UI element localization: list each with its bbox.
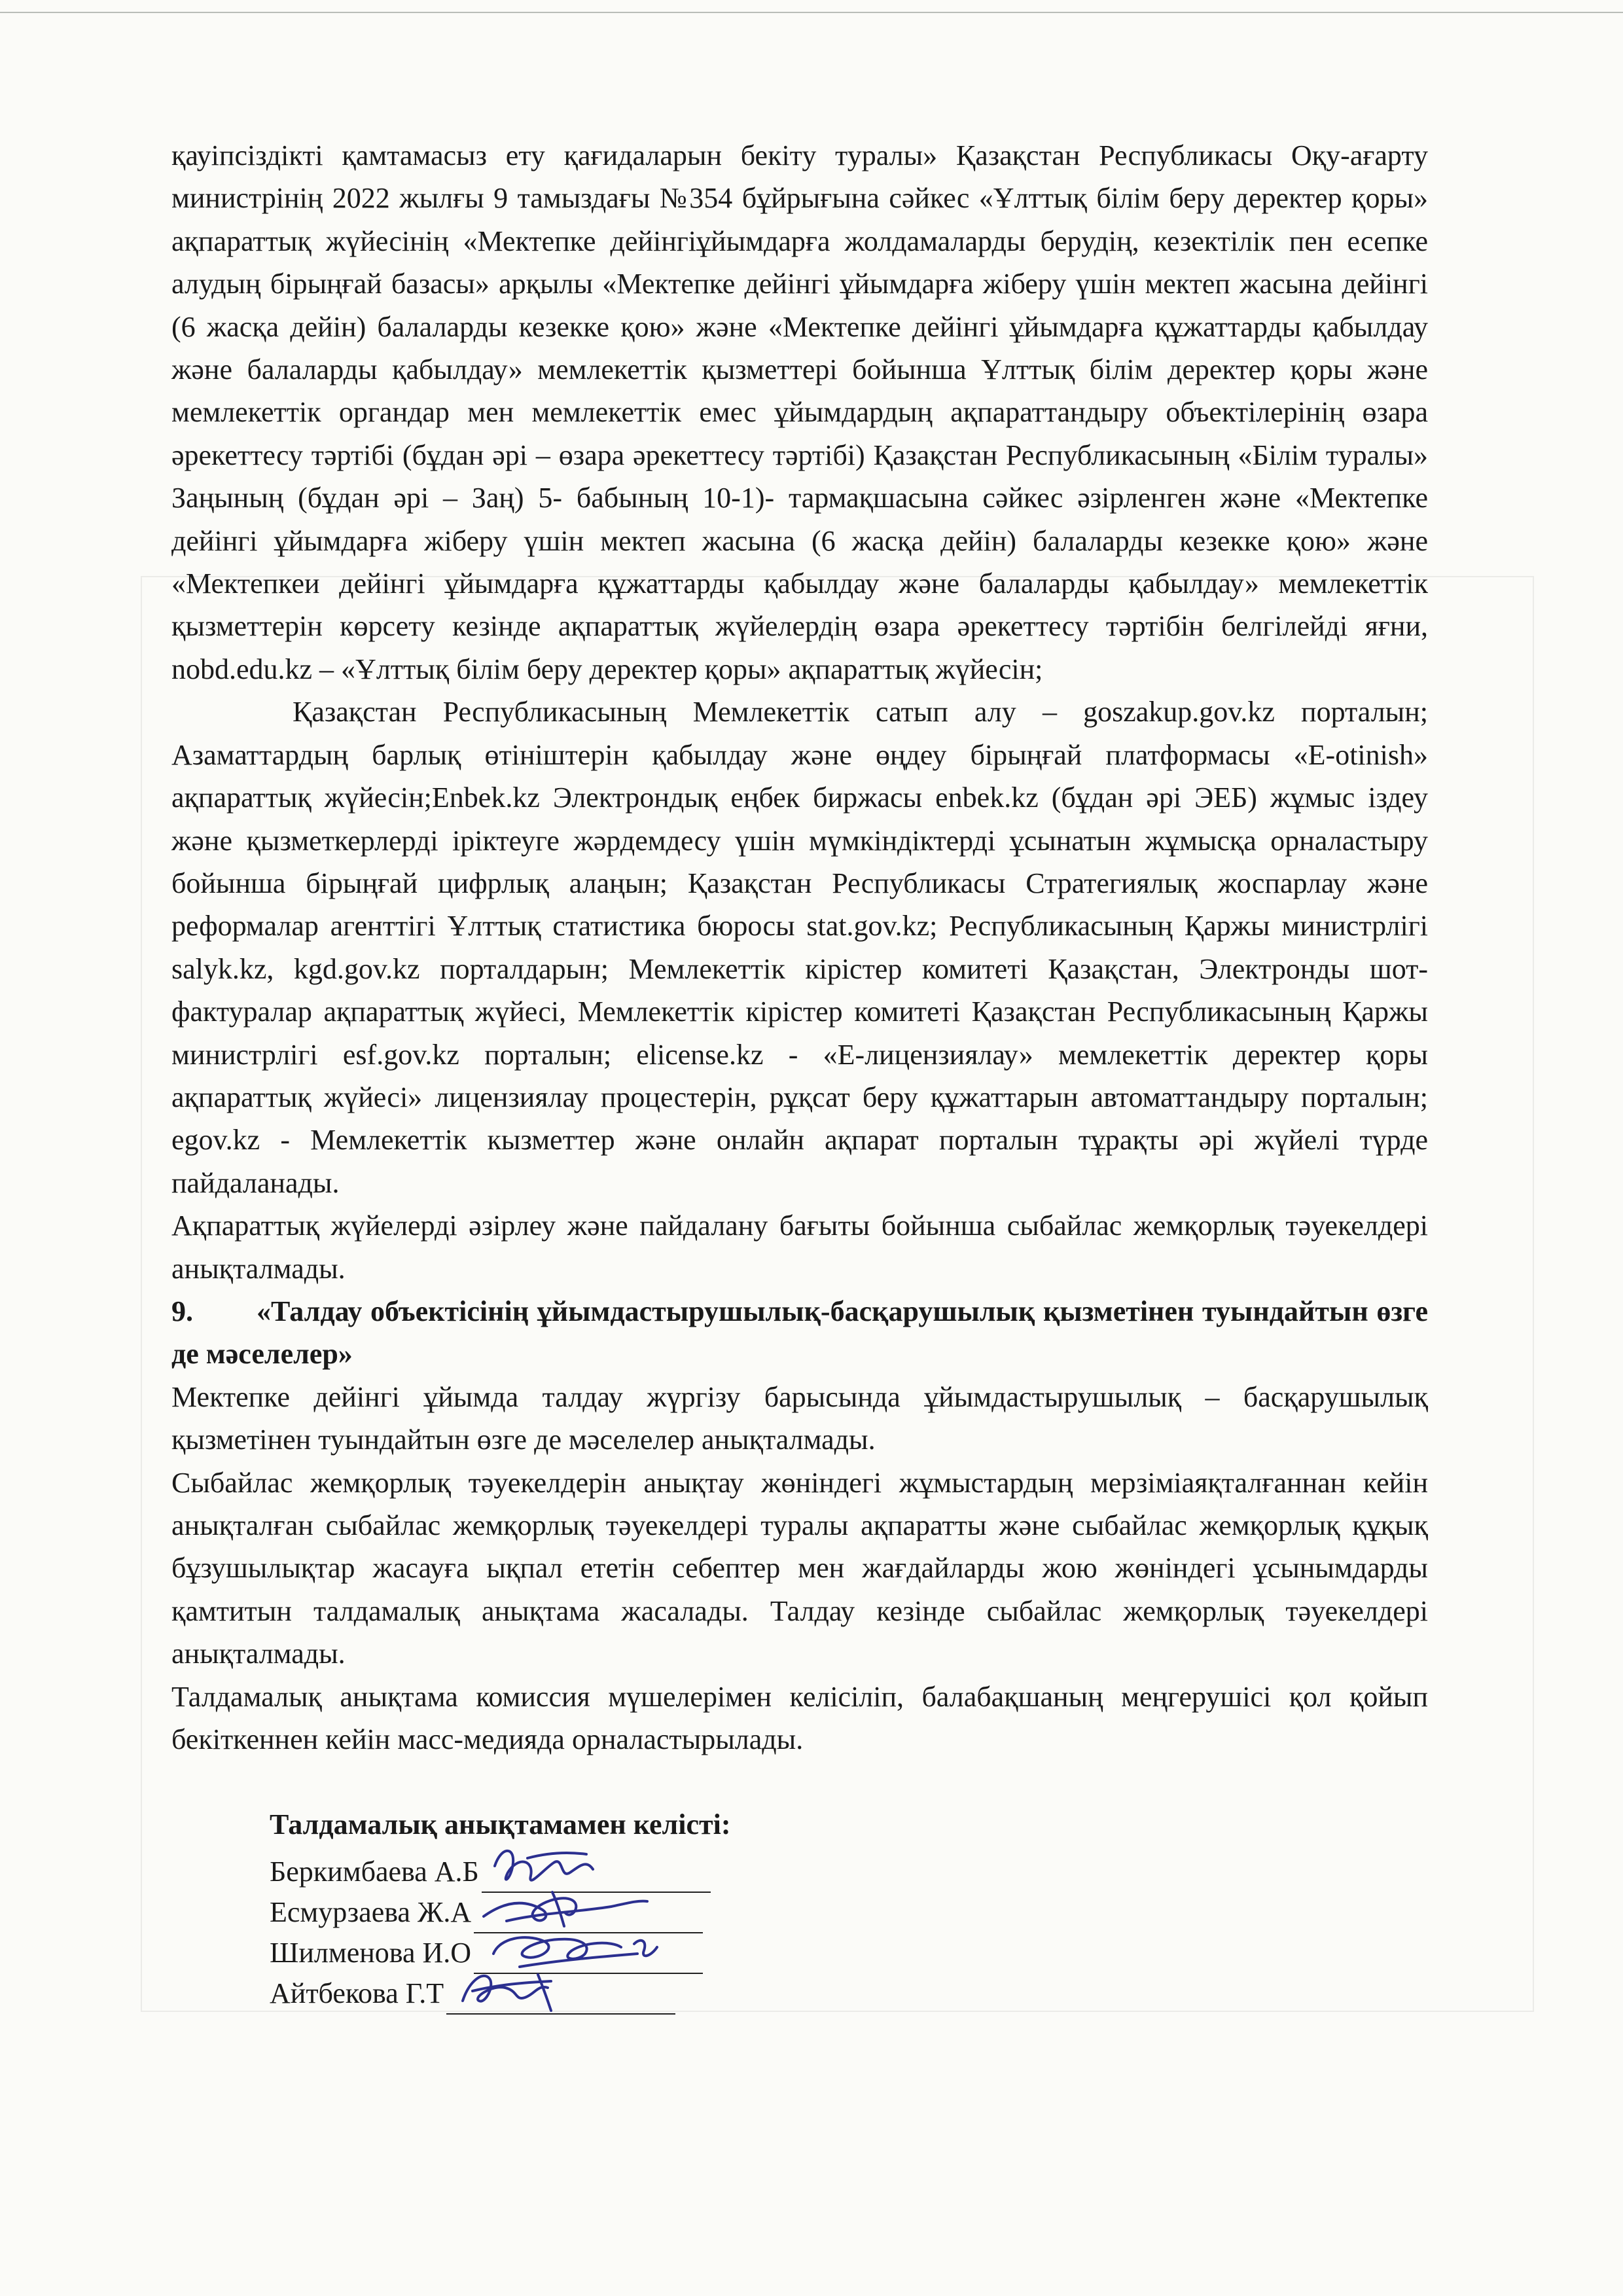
signatory-name: Айтбекова Г.Т <box>270 1977 444 2009</box>
handwritten-signature <box>453 1962 669 2020</box>
paragraph-risk-conclusion: Ақпараттық жүйелерді әзірлеу және пайдалану бағыты бойынша сыбайлас жемқорлық тәуекелдері анықталмады. <box>171 1210 1428 1285</box>
signatory-name: Беркимбаева А.Б <box>270 1856 479 1888</box>
scan-edge-line <box>0 12 1623 13</box>
document-body <box>171 134 1428 1761</box>
paragraph-analytical-report: Сыбайлас жемқорлық тәуекелдерін анықтау жөніндегі жұмыстардың мерзіміаяқталғаннан кейін анықталған сыбайлас жемқорлық тәуекелдері туралы ақпаратты және сыбайлас жемқорлық құқық бұзушылықтар жасауға ықпал ететін себептер мен жағдайларды жою жөніндегі ұсынымдарды қамтитын талдамалық анықтама жасалады. Талдау кезінде сыбайлас жемқорлық тәуекелдері анықталмады. <box>171 1466 1428 1670</box>
paragraph-publication: Талдамалық анықтама комиссия мүшелерімен келісіліп, балабақшаның меңгерушісі қол қойып бекіткеннен кейін масс-медияда орналастырылады. <box>171 1680 1428 1756</box>
approval-block <box>171 1803 730 2015</box>
signature-line <box>446 1977 675 2015</box>
section-heading <box>171 1290 1428 1376</box>
paragraph-portals: Қазақстан Республикасының Мемлекеттік сатып алу – goszakup.gov.kz порталын; Азаматтардың барлық өтініштерін қабылдау және өңдеу бірыңғай платформасы «E-otinish» ақпараттық жүйесін;Enbek.kz Электрондық еңбек биржасы enbek.kz (бұдан әрі ЭЕБ) жұмыс іздеу және қызметкерлерді іріктеуге жәрдемдесу үшін мүмкіндіктерді ұсынатын жұмысқа орналастыру бойынша бірыңғай цифрлық алаңын; Қазақстан Республикасы Стратегиялық жоспарлау және реформалар агенттігі Ұлттық статистика бюросы stat.gov.kz; Республикасының Қаржы министрлігі salyk.kz, kgd.gov.kz порталдарын; Мемлекеттік кірістер комитеті Қазақстан, Электронды шот-фактуралар ақпараттық жүйесі, Мемлекеттік кірістер комитеті Қазақстан Республикасының Қаржы министрлігі esf.gov.kz порталын; elicense.kz - «Е-лицензиялау» мемлекеттік деректер қоры ақпараттық жүйесі» лицензиялау процестерін, рұқсат беру құжаттарын автоматтандыру порталын; egov.kz - Мемлекеттік кызметтер және онлайн ақпарат порталын тұрақты әрі жүйелі түрде пайдаланады. <box>171 696 1428 1199</box>
signatory-name: Шилменова И.О <box>270 1937 472 1969</box>
paragraph-other-issues: Мектепке дейінгі ұйымда талдау жүргізу барысында ұйымдастырушылық – басқарушылық қызметінен туындайтын өзге де мәселелер анықталмады. <box>171 1380 1428 1456</box>
section-number: 9. <box>171 1295 193 1327</box>
section-title: «Талдау объектісінің ұйымдастырушылық-басқарушылық қызметінен туындайтын өзге де мәселелер» <box>171 1295 1428 1371</box>
signatory-row <box>171 1974 730 2015</box>
approval-title: Талдамалық анықтамамен келісті: <box>270 1808 731 1840</box>
signatory-name: Есмурзаева Ж.А <box>270 1896 472 1928</box>
paragraph-info-systems: қауіпсіздікті қамтамасыз ету қағидаларын бекіту туралы» Қазақстан Республикасы Оқу-ағарту министрінің 2022 жылғы 9 тамыздағы №354 бұйрығына сәйкес «Ұлттық білім беру деректер қоры» ақпараттық жүйесінің «Мектепке дейінгіұйымдарға жолдамаларды берудің, кезектілік пен есепке алудың бірыңғай базасы» арқылы «Мектепке дейінгі ұйымдарға жіберу үшін мектеп жасына дейінгі (6 жасқа дейін) балаларды кезекке қою» және «Мектепке дейінгі ұйымдарға құжаттарды қабылдау және балаларды қабылдау» мемлекеттік қызметтері бойынша Ұлттық білім деректер қоры және мемлекеттік органдар мен мемлекеттік емес ұйымдардың ақпараттандыру объектілерінің өзара әрекеттесу тәртібі (бұдан әрі – өзара әрекеттесу тәртібі) Қазақстан Республикасының «Білім туралы» Заңының (бұдан әрі – Заң) 5- бабының 10-1)- тармақшасына сәйкес әзірленген және «Мектепке дейінгі ұйымдарға жіберу үшін мектеп жасына (6 жасқа дейін) балаларды кезекке қою» және «Мектепкеи дейінгі ұйымдарға құжаттарды қабылдау және балаларды қабылдау» мемлекеттік қызметтерін көрсету кезінде ақпараттық жүйелердің өзара әрекеттесу тәртібін белгілейді яғни, nobd.edu.kz – «Ұлттық білім беру деректер қоры» ақпараттық жүйесін; <box>171 139 1428 685</box>
